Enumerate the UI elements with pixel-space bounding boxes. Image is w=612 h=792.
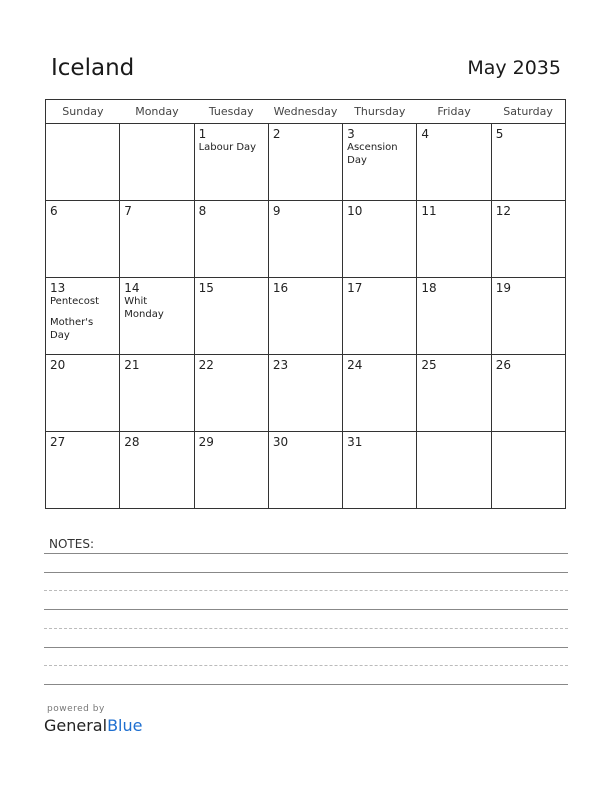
day-cell <box>343 201 417 278</box>
month-year-title: May 2035 <box>467 57 561 79</box>
weekday-thursday: Thursday <box>343 100 417 124</box>
holiday-label: Labour Day <box>198 142 257 153</box>
calendar-grid <box>45 99 566 509</box>
weekday-friday: Friday <box>417 100 491 124</box>
day-cell <box>417 124 491 201</box>
day-cell <box>491 278 565 355</box>
day-cell <box>417 432 491 509</box>
holiday-label: Pentecost <box>50 296 99 307</box>
weekday-tuesday: Tuesday <box>194 100 268 124</box>
day-number: 4 <box>421 127 430 141</box>
day-number: 26 <box>495 358 511 372</box>
day-number: 2 <box>272 127 281 141</box>
day-cell <box>491 124 565 201</box>
weekday-saturday: Saturday <box>491 100 565 124</box>
day-cell <box>268 124 342 201</box>
day-number: 11 <box>421 204 437 218</box>
day-number: 7 <box>124 204 132 218</box>
powered-by-label: powered by <box>47 704 105 714</box>
day-number: 16 <box>272 281 289 295</box>
day-number: 9 <box>272 204 281 218</box>
holiday-label: Mother's Day <box>50 317 94 341</box>
day-number: 13 <box>50 281 66 295</box>
country-title: Iceland <box>51 55 135 81</box>
day-number: 29 <box>198 435 214 449</box>
day-number: 10 <box>347 204 363 218</box>
day-cell <box>268 278 342 355</box>
day-cell <box>491 355 565 432</box>
day-cell <box>491 432 565 509</box>
day-number: 30 <box>272 435 289 449</box>
weekday-monday: Monday <box>120 100 194 124</box>
week-row <box>46 278 566 355</box>
notes-label: NOTES: <box>49 537 94 551</box>
day-cell <box>120 278 194 355</box>
day-number: 14 <box>124 281 140 295</box>
day-number: 25 <box>421 358 437 372</box>
day-cell <box>46 124 120 201</box>
day-number: 17 <box>347 281 363 295</box>
day-cell <box>120 124 194 201</box>
day-number: 20 <box>50 358 66 372</box>
week-row <box>46 432 566 509</box>
day-number: 22 <box>198 358 214 372</box>
day-cell <box>120 201 194 278</box>
day-number: 6 <box>50 204 58 218</box>
day-number: 31 <box>347 435 363 449</box>
day-cell <box>417 355 491 432</box>
day-number: 1 <box>198 127 207 141</box>
day-cell <box>194 432 268 509</box>
day-cell <box>46 278 120 355</box>
day-cell <box>194 201 268 278</box>
notes-line <box>44 590 568 591</box>
day-number: 21 <box>124 358 140 372</box>
day-cell <box>46 432 120 509</box>
day-cell <box>194 355 268 432</box>
day-number: 24 <box>347 358 363 372</box>
week-row <box>46 201 566 278</box>
notes-line <box>44 665 568 666</box>
notes-line <box>44 553 568 554</box>
day-cell <box>268 201 342 278</box>
notes-line <box>44 647 568 648</box>
day-number: 12 <box>495 204 511 218</box>
day-cell <box>343 355 417 432</box>
day-cell <box>120 355 194 432</box>
day-cell <box>343 124 417 201</box>
brand-logo <box>44 716 142 735</box>
day-cell <box>194 278 268 355</box>
week-row <box>46 355 566 432</box>
day-cell <box>46 201 120 278</box>
day-cell <box>343 278 417 355</box>
day-cell <box>120 432 194 509</box>
day-number: 18 <box>421 281 437 295</box>
holiday-label: Whit Monday <box>124 296 164 320</box>
weekday-header-row <box>46 100 566 124</box>
day-number: 27 <box>50 435 66 449</box>
week-row <box>46 124 566 201</box>
day-number: 8 <box>198 204 207 218</box>
day-number: 5 <box>495 127 504 141</box>
day-cell <box>268 432 342 509</box>
day-cell <box>417 278 491 355</box>
brand-general: General <box>44 716 108 735</box>
day-cell <box>491 201 565 278</box>
day-number: 15 <box>198 281 214 295</box>
day-number: 23 <box>272 358 289 372</box>
notes-line <box>44 572 568 573</box>
day-number: 19 <box>495 281 511 295</box>
day-cell <box>46 355 120 432</box>
notes-line <box>44 684 568 685</box>
day-cell <box>194 124 268 201</box>
day-cell <box>417 201 491 278</box>
day-cell <box>343 432 417 509</box>
weekday-sunday: Sunday <box>46 100 120 124</box>
notes-line <box>44 628 568 629</box>
day-cell <box>268 355 342 432</box>
day-number: 3 <box>347 127 355 141</box>
notes-line <box>44 609 568 610</box>
weekday-wednesday: Wednesday <box>268 100 342 124</box>
holiday-label: Ascension Day <box>347 142 398 166</box>
brand-blue: Blue <box>107 716 143 735</box>
day-number: 28 <box>124 435 140 449</box>
